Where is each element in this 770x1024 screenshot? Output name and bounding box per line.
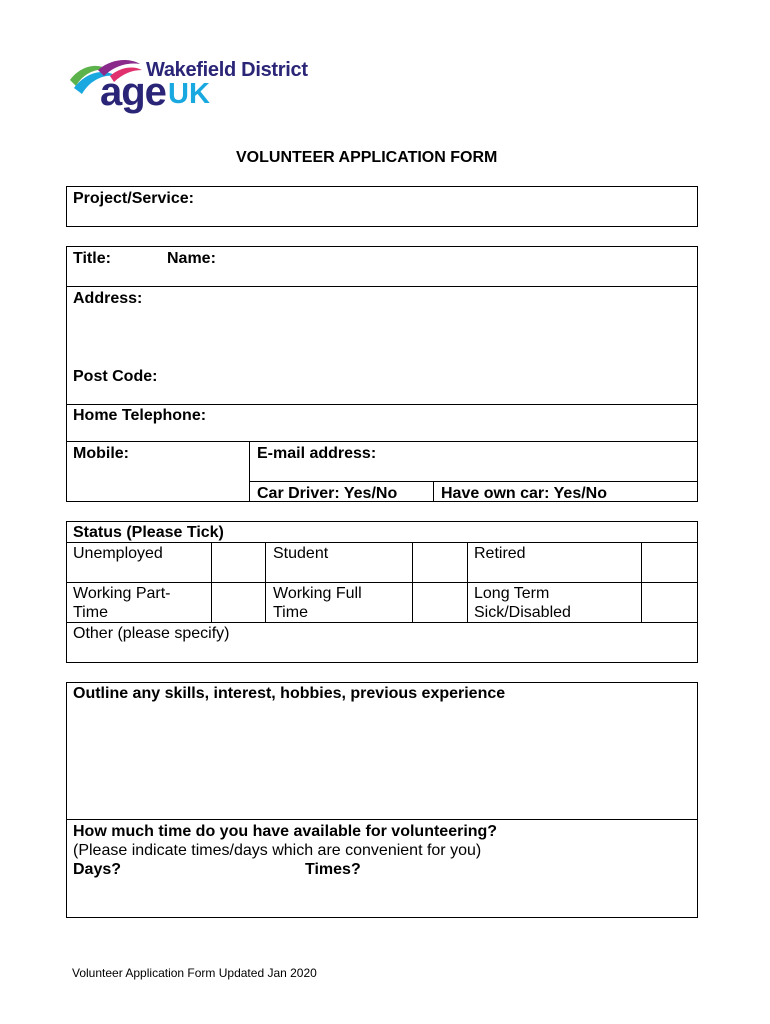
divider	[467, 542, 468, 622]
skills-box[interactable]	[66, 682, 698, 918]
postcode-field-label[interactable]: Post Code:	[73, 368, 158, 385]
personal-details-box	[66, 246, 698, 502]
divider	[66, 286, 698, 287]
title-field-label[interactable]: Title:	[73, 250, 111, 267]
footer-text: Volunteer Application Form Updated Jan 2020	[72, 966, 317, 980]
logo-uk-text: UK	[168, 78, 210, 110]
email-field-label[interactable]: E-mail address:	[257, 445, 377, 462]
tickbox-student[interactable]	[413, 543, 466, 581]
divider	[66, 819, 698, 820]
availability-hint: (Please indicate times/days which are convenient for you)	[73, 842, 482, 859]
status-option-other[interactable]: Other (please specify)	[73, 625, 230, 642]
status-option-long-term-sick-line2: Sick/Disabled	[474, 604, 571, 621]
page-title: VOLUNTEER APPLICATION FORM	[236, 149, 498, 166]
name-field-label[interactable]: Name:	[167, 250, 216, 267]
status-option-working-part-time-line2: Time	[73, 604, 108, 621]
status-option-working-full-time: Working Full	[273, 585, 362, 602]
mobile-field-label[interactable]: Mobile:	[73, 445, 129, 462]
home-telephone-field-label[interactable]: Home Telephone:	[73, 407, 207, 424]
status-option-unemployed: Unemployed	[73, 545, 163, 562]
status-option-student: Student	[273, 545, 329, 562]
logo-district-text: Wakefield District	[146, 59, 308, 81]
divider	[66, 582, 698, 583]
divider	[66, 404, 698, 405]
times-field-label[interactable]: Times?	[305, 861, 361, 878]
status-option-long-term-sick: Long Term	[474, 585, 550, 602]
divider	[66, 441, 698, 442]
divider	[433, 481, 434, 502]
address-field-label[interactable]: Address:	[73, 290, 143, 307]
divider	[66, 622, 698, 623]
skills-heading: Outline any skills, interest, hobbies, previous experience	[73, 685, 506, 702]
logo-age-text: age	[100, 70, 166, 114]
tickbox-unemployed[interactable]	[212, 543, 264, 581]
tickbox-retired[interactable]	[642, 543, 697, 581]
divider	[249, 481, 698, 482]
days-field-label[interactable]: Days?	[73, 861, 122, 878]
tickbox-working-full-time[interactable]	[413, 583, 466, 621]
status-option-retired: Retired	[474, 545, 526, 562]
divider	[66, 542, 698, 543]
status-option-working-full-time-line2: Time	[273, 604, 308, 621]
divider	[249, 441, 250, 502]
own-car-field-label[interactable]: Have own car: Yes/No	[441, 485, 607, 502]
tickbox-working-part-time[interactable]	[212, 583, 264, 621]
status-option-working-part-time: Working Part-	[73, 585, 171, 602]
divider	[265, 542, 266, 622]
status-heading: Status (Please Tick)	[73, 524, 224, 541]
project-service-label: Project/Service:	[73, 190, 194, 207]
car-driver-field-label[interactable]: Car Driver: Yes/No	[257, 485, 398, 502]
tickbox-long-term-sick[interactable]	[642, 583, 697, 621]
availability-question: How much time do you have available for volunteering?	[73, 823, 498, 840]
